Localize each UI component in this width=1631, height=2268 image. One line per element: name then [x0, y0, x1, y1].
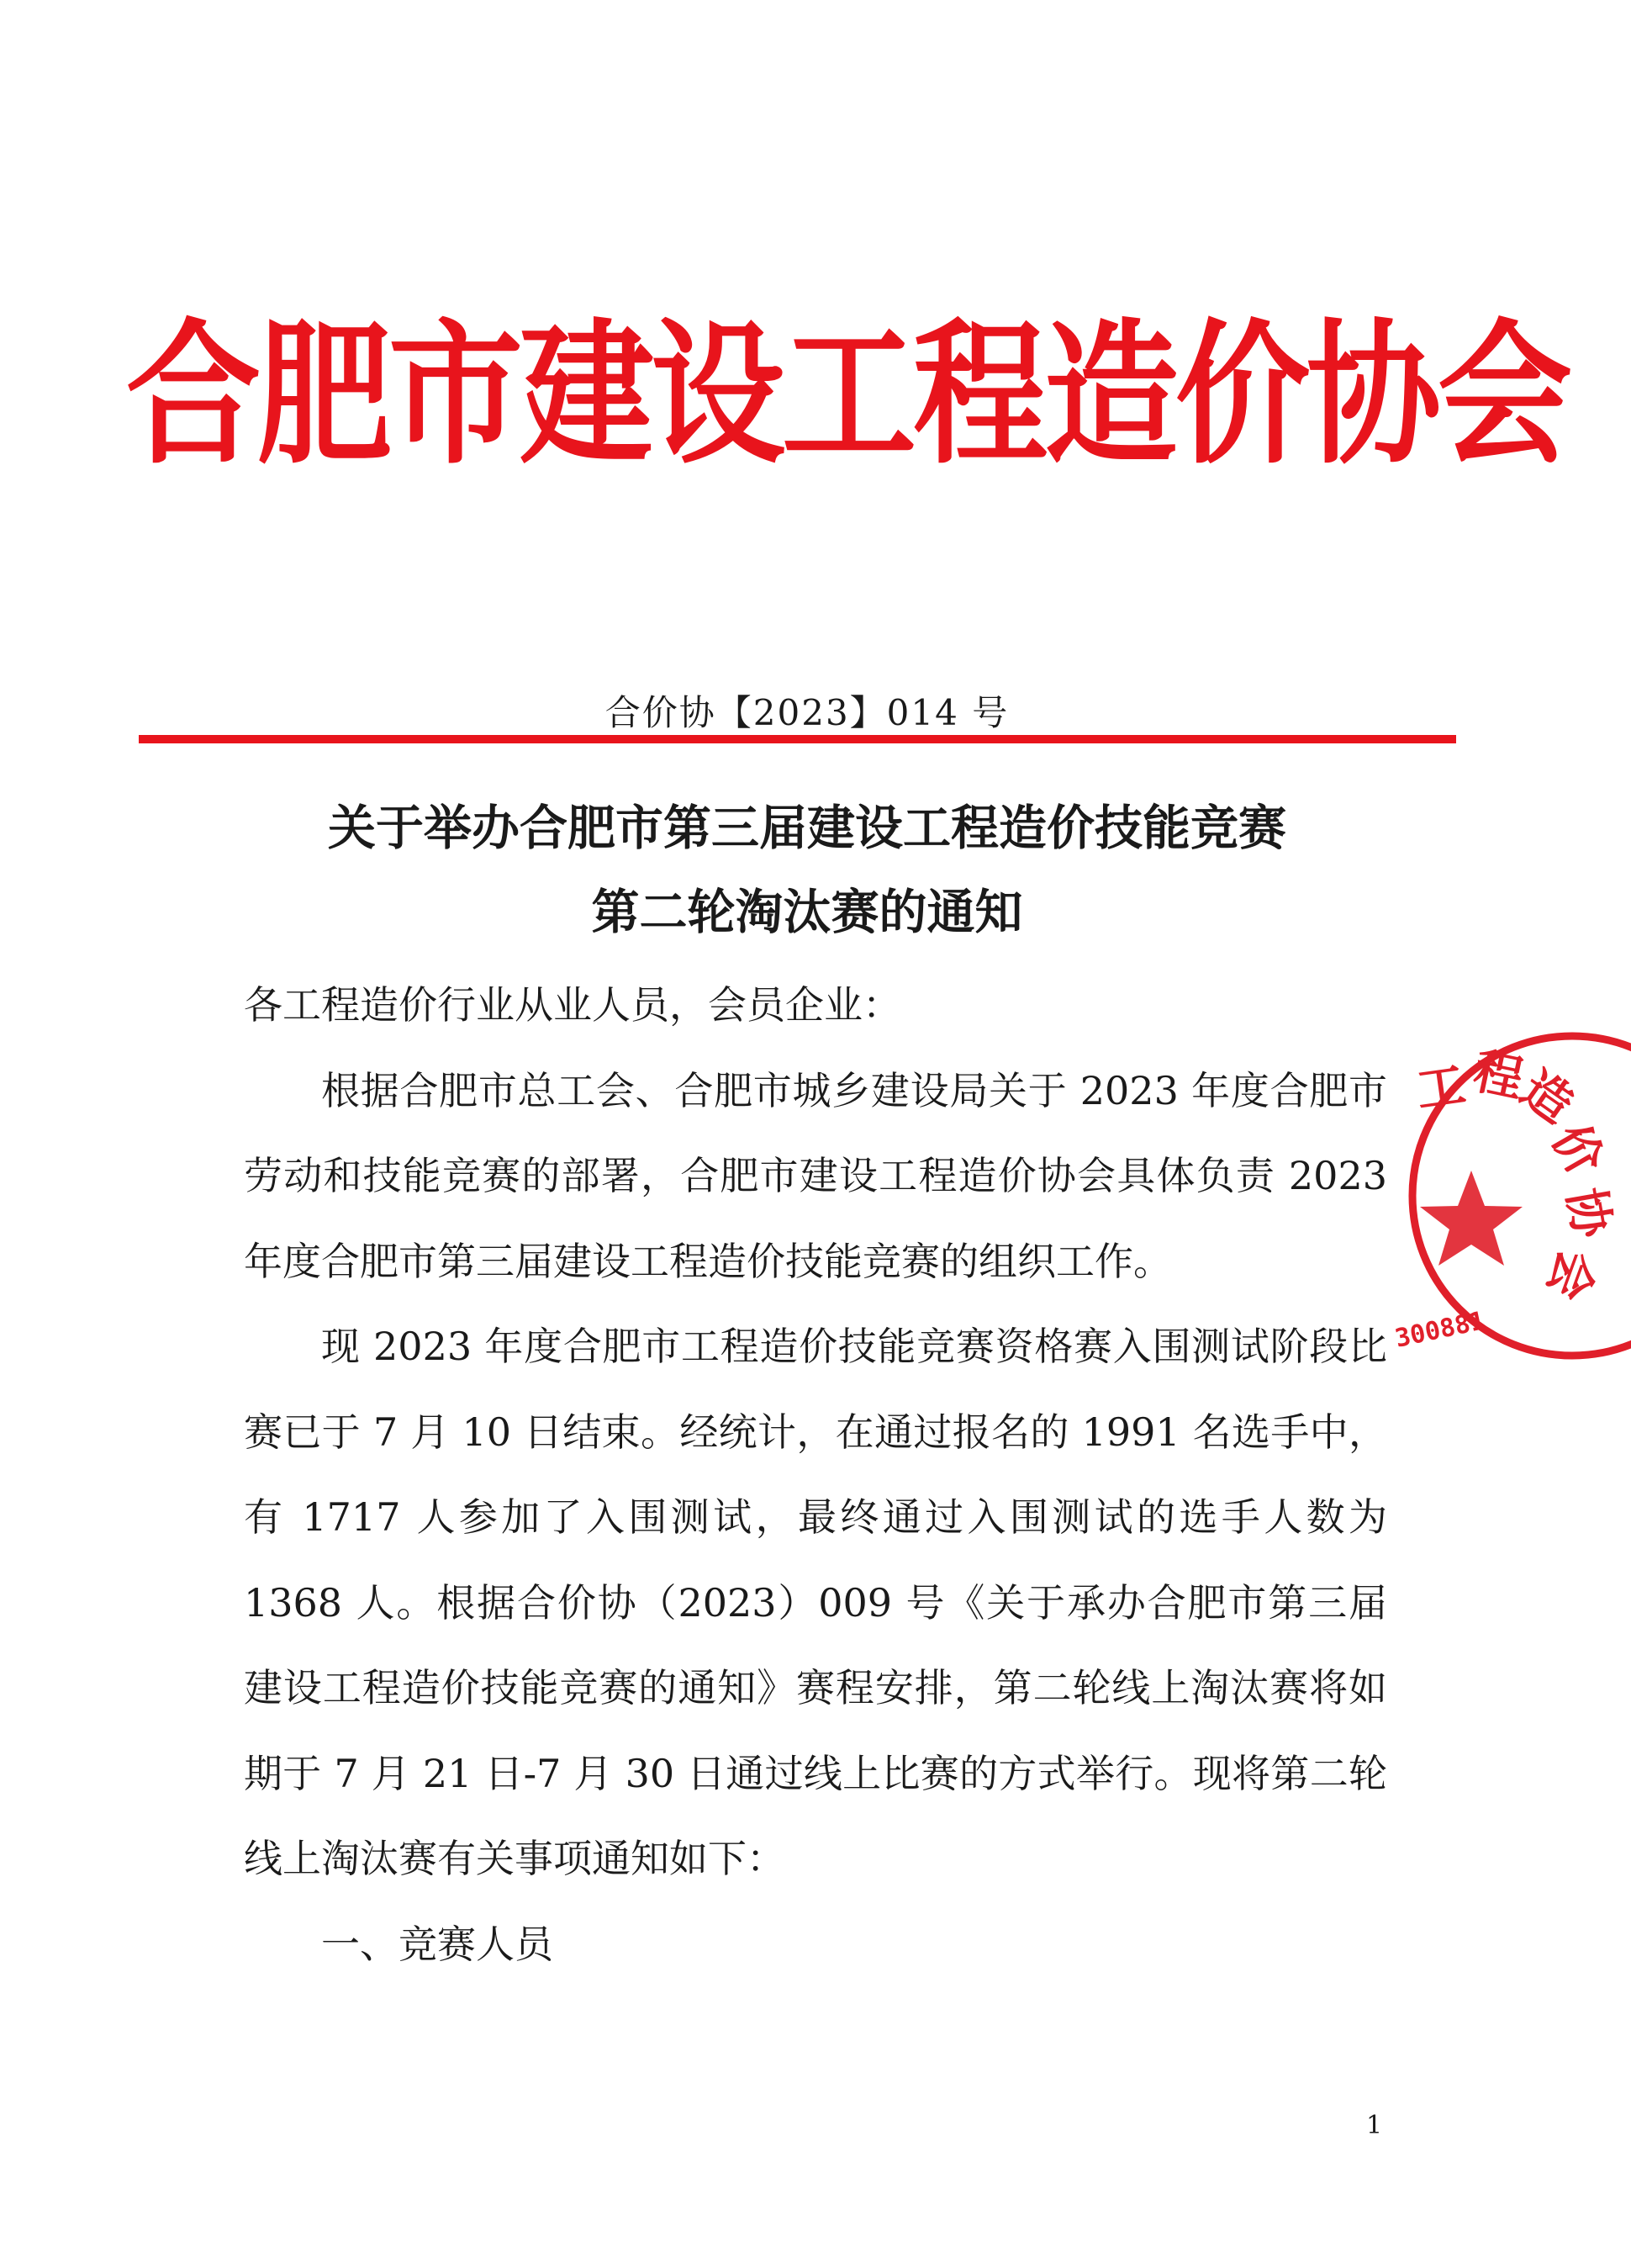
section-1-heading: 一、竞赛人员	[321, 1921, 553, 1967]
seal-char: 造	[1510, 1059, 1584, 1134]
seal-char: 程	[1469, 1042, 1528, 1108]
seal-code: 300881	[1392, 1306, 1488, 1354]
seal-char: 会	[1536, 1242, 1607, 1308]
document-number: 合价协【2023】014 号	[604, 692, 1010, 733]
official-seal-stamp	[1379, 1028, 1631, 1364]
paragraph-2: 现 2023 年度合肥市工程造价技能竞赛资格赛入围测试阶段比赛已于 7 月 10 日结束。经统计，在通过报名的 1991 名选手中，有 1717 人参加了入围测试，最终通过入围测试的选手人数为 1368 人。根据合价协（2023）009 号《关于承办合肥市第三届建设工程造价技能竞赛的通知》赛程安排，第二轮线上淘汰赛将如期于 7 月 21 日-7 月 30 日通过线上比赛的方式举行。现将第二轮线上淘汰赛有关事项通知如下：	[244, 1324, 1387, 1881]
title-line-1: 关于举办合肥市第三届建设工程造价技能竞赛	[328, 801, 1286, 856]
title-line-2: 第二轮淘汰赛的通知	[591, 885, 1023, 940]
salutation: 各工程造价行业从业人员，会员企业：	[244, 982, 901, 1028]
document-body	[244, 963, 1387, 1987]
page-number: 1	[1366, 2111, 1383, 2140]
document-title	[0, 786, 1614, 954]
seal-char: 协	[1556, 1183, 1622, 1242]
red-divider-line	[139, 735, 1456, 743]
paragraph-1: 根据合肥市总工会、合肥市城乡建设局关于 2023 年度合肥市劳动和技能竞赛的部署，合肥市建设工程造价协会具体负责 2023 年度合肥市第三届建设工程造价技能竞赛的组织工作。	[244, 1067, 1387, 1284]
seal-star-icon	[1420, 1171, 1523, 1266]
seal-char: 价	[1540, 1114, 1615, 1186]
seal-text	[1412, 1042, 1621, 1308]
organization-header: 合肥市建设工程造价协会	[126, 304, 1570, 485]
seal-char: 工	[1412, 1055, 1470, 1119]
